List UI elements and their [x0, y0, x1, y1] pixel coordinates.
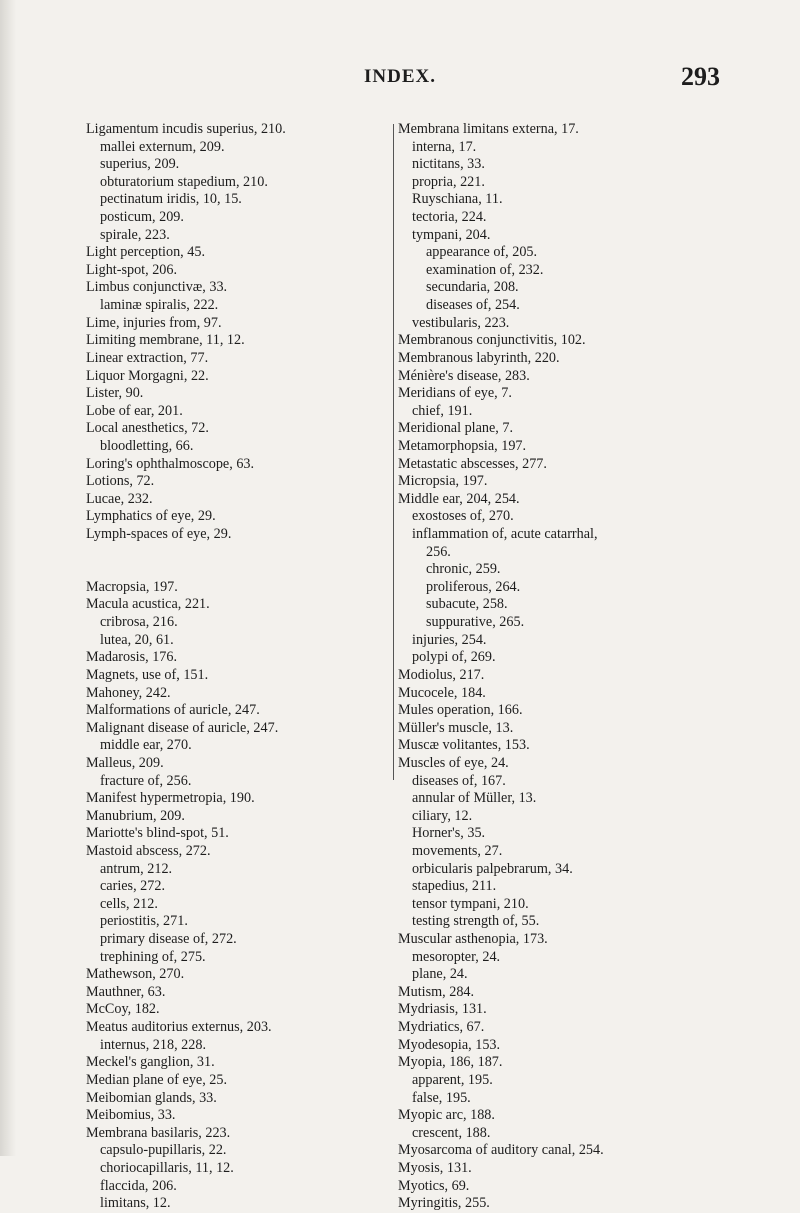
index-entry: Meatus auditorius externus, 203.: [86, 1019, 272, 1036]
index-entry: Meridional plane, 7.: [398, 420, 514, 437]
index-subentry: chief, 191.: [412, 402, 473, 419]
index-subentry: flaccida, 206.: [100, 1177, 177, 1194]
index-entry: Lymph-spaces of eye, 29.: [86, 526, 232, 543]
index-subentry: nictitans, 33.: [412, 156, 485, 173]
index-entry: Light-spot, 206.: [86, 261, 178, 278]
index-entry: Mydriatics, 67.: [398, 1019, 485, 1036]
index-entry: Limbus conjunctivæ, 33.: [86, 279, 228, 296]
index-entry: Mydriasis, 131.: [398, 1001, 487, 1018]
index-entry: Membrana limitans externa, 17.: [398, 121, 579, 137]
index-subentry: spirale, 223.: [100, 226, 170, 243]
index-subentry: vestibularis, 223.: [412, 314, 510, 331]
index-entry: Modiolus, 217.: [398, 666, 485, 683]
index-entry: Meckel's ganglion, 31.: [86, 1054, 215, 1071]
index-subentry: ciliary, 12.: [412, 807, 473, 824]
index-subentry: crescent, 188.: [412, 1124, 491, 1141]
index-subentry: primary disease of, 272.: [100, 931, 237, 948]
index-entry: Mucocele, 184.: [398, 684, 486, 701]
index-subentry: posticum, 209.: [100, 209, 184, 226]
index-entry: Micropsia, 197.: [398, 473, 488, 490]
index-subentry: tympani, 204.: [412, 226, 491, 243]
index-subentry: periostitis, 271.: [100, 913, 188, 930]
index-subentry: suppurative, 265.: [426, 614, 525, 631]
index-subentry: pectinatum iridis, 10, 15.: [100, 191, 242, 208]
index-entry: Myopia, 186, 187.: [398, 1054, 503, 1071]
index-subentry: polypi of, 269.: [412, 649, 496, 666]
index-entry: Lobe of ear, 201.: [86, 402, 183, 419]
index-subentry: false, 195.: [412, 1089, 471, 1106]
index-entry: Lymphatics of eye, 29.: [86, 508, 216, 525]
index-subentry: 256.: [426, 543, 451, 560]
index-subentry: Horner's, 35.: [412, 825, 486, 842]
index-entry: Müller's muscle, 13.: [398, 719, 514, 736]
index-subentry: movements, 27.: [412, 842, 503, 859]
index-column-right: [398, 121, 728, 1213]
index-subentry: exostoses of, 270.: [412, 508, 514, 525]
index-entry: Mastoid abscess, 272.: [86, 842, 211, 859]
index-subentry: stapedius, 211.: [412, 878, 497, 895]
index-subentry: mallei externum, 209.: [100, 138, 225, 155]
index-entry: Meibomius, 33.: [86, 1107, 176, 1124]
index-subentry: propria, 221.: [412, 173, 485, 190]
index-entry: Mauthner, 63.: [86, 983, 166, 1000]
index-subentry: proliferous, 264.: [426, 578, 521, 595]
index-entry: Mariotte's blind-spot, 51.: [86, 825, 229, 842]
index-entry: Median plane of eye, 25.: [86, 1071, 228, 1088]
index-subentry: tectoria, 224.: [412, 209, 487, 226]
index-subentry: diseases of, 254.: [426, 297, 520, 314]
index-entry: Linear extraction, 77.: [86, 349, 209, 366]
index-subentry: obturatorium stapedium, 210.: [100, 173, 268, 190]
index-entry: Membranous conjunctivitis, 102.: [398, 332, 586, 349]
index-entry: Mutism, 284.: [398, 983, 475, 1000]
index-subentry: cribrosa, 216.: [100, 614, 178, 631]
index-entry: Loring's ophthalmoscope, 63.: [86, 455, 255, 472]
index-subentry: internus, 218, 228.: [100, 1036, 207, 1053]
index-entry: Ligamentum incudis superius, 210.: [86, 121, 286, 137]
index-subentry: limitans, 12.: [100, 1195, 171, 1212]
index-entry: Middle ear, 204, 254.: [398, 490, 520, 507]
index-entry: Meridians of eye, 7.: [398, 385, 512, 402]
index-subentry: mesoropter, 24.: [412, 948, 501, 965]
index-entry: Meibomian glands, 33.: [86, 1089, 217, 1106]
index-entry: Local anesthetics, 72.: [86, 420, 209, 437]
index-entry: Macropsia, 197.: [86, 578, 178, 595]
index-entry: Malformations of auricle, 247.: [86, 702, 260, 719]
index-entry: Membrana basilaris, 223.: [86, 1124, 231, 1141]
index-entry: Muscæ volitantes, 153.: [398, 737, 530, 754]
index-subentry: diseases of, 167.: [412, 772, 506, 789]
index-entry: Myosis, 131.: [398, 1159, 472, 1176]
page-edge-shadow: [0, 0, 16, 1156]
index-subentry: plane, 24.: [412, 966, 468, 983]
index-subentry: choriocapillaris, 11, 12.: [100, 1159, 234, 1176]
running-title: INDEX.: [364, 66, 436, 87]
index-subentry: middle ear, 270.: [100, 737, 192, 754]
index-entry: Mathewson, 270.: [86, 966, 185, 983]
index-subentry: interna, 17.: [412, 138, 477, 155]
index-entry: Magnets, use of, 151.: [86, 666, 209, 683]
index-entry: Light perception, 45.: [86, 244, 205, 261]
index-entry: Mahoney, 242.: [86, 684, 171, 701]
index-subentry: lutea, 20, 61.: [100, 631, 174, 648]
index-subentry: cells, 212.: [100, 895, 158, 912]
section-gap: [86, 561, 386, 579]
index-subentry: injuries, 254.: [412, 631, 487, 648]
index-entry: Lucae, 232.: [86, 490, 153, 507]
index-subentry: caries, 272.: [100, 878, 166, 895]
index-entry: Myosarcoma of auditory canal, 254.: [398, 1142, 604, 1159]
section-gap: [86, 544, 386, 562]
index-subentry: appearance of, 205.: [426, 244, 538, 261]
index-subentry: testing strength of, 55.: [412, 913, 540, 930]
index-entry: McCoy, 182.: [86, 1001, 160, 1018]
index-entry: Myringitis, 255.: [398, 1195, 490, 1212]
page-number: 293: [681, 62, 720, 91]
index-entry: Manifest hypermetropia, 190.: [86, 790, 255, 807]
index-entry: Myopic arc, 188.: [398, 1107, 495, 1124]
index-entry: Lime, injuries from, 97.: [86, 314, 222, 331]
index-entry: Muscles of eye, 24.: [398, 754, 509, 771]
index-entry: Membranous labyrinth, 220.: [398, 349, 560, 366]
index-subentry: capsulo-pupillaris, 22.: [100, 1142, 227, 1159]
index-subentry: apparent, 195.: [412, 1071, 493, 1088]
index-entry: Manubrium, 209.: [86, 807, 185, 824]
index-entry: Malignant disease of auricle, 247.: [86, 719, 279, 736]
index-column-left: [86, 121, 386, 1213]
column-divider: [393, 124, 394, 780]
index-entry: Limiting membrane, 11, 12.: [86, 332, 245, 349]
index-subentry: antrum, 212.: [100, 860, 173, 877]
index-entry: Malleus, 209.: [86, 754, 164, 771]
index-entry: Lister, 90.: [86, 385, 144, 402]
index-subentry: fracture of, 256.: [100, 772, 192, 789]
index-entry: Ménière's disease, 283.: [398, 367, 530, 384]
index-entry: Metastatic abscesses, 277.: [398, 455, 547, 472]
index-entry: Muscular asthenopia, 173.: [398, 931, 548, 948]
index-entry: Liquor Morgagni, 22.: [86, 367, 209, 384]
index-entry: Myodesopia, 153.: [398, 1036, 501, 1053]
index-subentry: chronic, 259.: [426, 561, 501, 578]
index-subentry: inflammation of, acute catarrhal,: [412, 526, 598, 543]
index-subentry: subacute, 258.: [426, 596, 508, 613]
index-subentry: tensor tympani, 210.: [412, 895, 529, 912]
index-entry: Madarosis, 176.: [86, 649, 178, 666]
index-subentry: superius, 209.: [100, 156, 180, 173]
index-subentry: trephining of, 275.: [100, 948, 206, 965]
index-entry: Metamorphopsia, 197.: [398, 437, 527, 454]
index-subentry: annular of Müller, 13.: [412, 790, 537, 807]
index-subentry: laminæ spiralis, 222.: [100, 297, 219, 314]
index-subentry: orbicularis palpebrarum, 34.: [412, 860, 573, 877]
index-subentry: bloodletting, 66.: [100, 437, 194, 454]
index-entry: Mules operation, 166.: [398, 702, 523, 719]
index-entry: Myotics, 69.: [398, 1177, 470, 1194]
index-entry: Macula acustica, 221.: [86, 596, 210, 613]
index-entry: Lotions, 72.: [86, 473, 155, 490]
index-subentry: secundaria, 208.: [426, 279, 519, 296]
index-subentry: examination of, 232.: [426, 261, 544, 278]
index-subentry: Ruyschiana, 11.: [412, 191, 503, 208]
